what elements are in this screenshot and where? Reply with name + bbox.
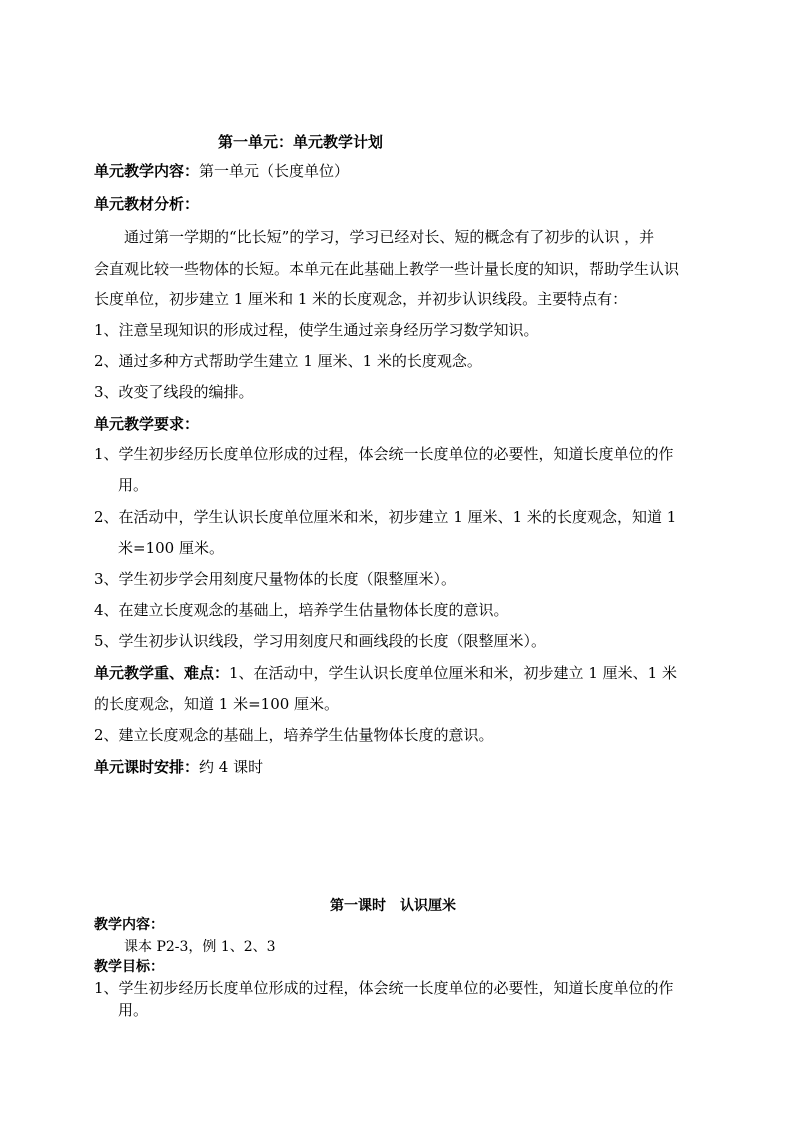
requirement-item: 2、在活动中，学生认识长度单位厘米和米，初步建立 1 厘米、1 米的长度观念，知道 1 (94, 508, 677, 526)
feature-item: 1、注意呈现知识的形成过程，使学生通过亲身经历学习数学知识。 (94, 321, 539, 339)
requirement-item: 1、学生初步经历长度单位形成的过程，体会统一长度单位的必要性，知道长度单位的作 (94, 445, 674, 463)
key-points-continued: 的长度观念，知道 1 米=100 厘米。 (94, 695, 340, 713)
requirement-item-continued: 用。 (118, 476, 149, 494)
requirement-item: 5、学生初步认识线段，学习用刻度尺和画线段的长度（限整厘米）。 (94, 632, 547, 650)
schedule-row (94, 757, 263, 777)
key-points-label: 单元教学重、难点： (94, 664, 230, 682)
feature-item: 2、通过多种方式帮助学生建立 1 厘米、1 米的长度观念。 (94, 352, 482, 370)
key-points-text: 1、在活动中，学生认识长度单位厘米和米，初步建立 1 厘米、1 米 (229, 664, 677, 682)
schedule-value: 约 4 课时 (199, 758, 264, 776)
lesson-goal-item: 1、学生初步经历长度单位形成的过程，体会统一长度单位的必要性，知道长度单位的作 (94, 979, 674, 997)
requirement-item-continued: 米=100 厘米。 (118, 539, 224, 557)
requirement-item: 3、学生初步学会用刻度尺量物体的长度（限整厘米）。 (94, 570, 457, 588)
unit-content-label: 单元教学内容： (94, 162, 200, 180)
key-points-row (94, 663, 677, 683)
feature-item: 3、改变了线段的编排。 (94, 383, 254, 401)
lesson-content-value: 课本 P2-3，例 1、2、3 (124, 939, 276, 955)
unit-plan-title: 第一单元：单元教学计划 (218, 133, 384, 151)
key-points-item: 2、建立长度观念的基础上，培养学生估量物体长度的意识。 (94, 726, 494, 744)
lesson-goals-label: 教学目标： (94, 959, 164, 975)
lesson-goal-item-continued: 用。 (118, 1001, 149, 1019)
unit-content-value: 第一单元（长度单位） (199, 162, 350, 180)
analysis-label: 单元教材分析： (94, 195, 200, 213)
analysis-paragraph-line: 通过第一学期的“比长短”的学习，学习已经对长、短的概念有了初步的认识 ，并 (124, 228, 655, 246)
analysis-paragraph-line: 会直观比较一些物体的长短。本单元在此基础上教学一些计量长度的知识，帮助学生认识 (94, 260, 680, 278)
lesson-content-label: 教学内容： (94, 917, 164, 933)
requirements-label: 单元教学要求： (94, 415, 200, 433)
schedule-label: 单元课时安排： (94, 758, 200, 776)
analysis-paragraph-line: 长度单位，初步建立 1 厘米和 1 米的长度观念，并初步认识线段。主要特点有： (94, 290, 628, 308)
unit-content-row (94, 161, 349, 181)
requirement-item: 4、在建立长度观念的基础上，培养学生估量物体长度的意识。 (94, 601, 509, 619)
lesson-title: 第一课时 认识厘米 (330, 898, 456, 914)
